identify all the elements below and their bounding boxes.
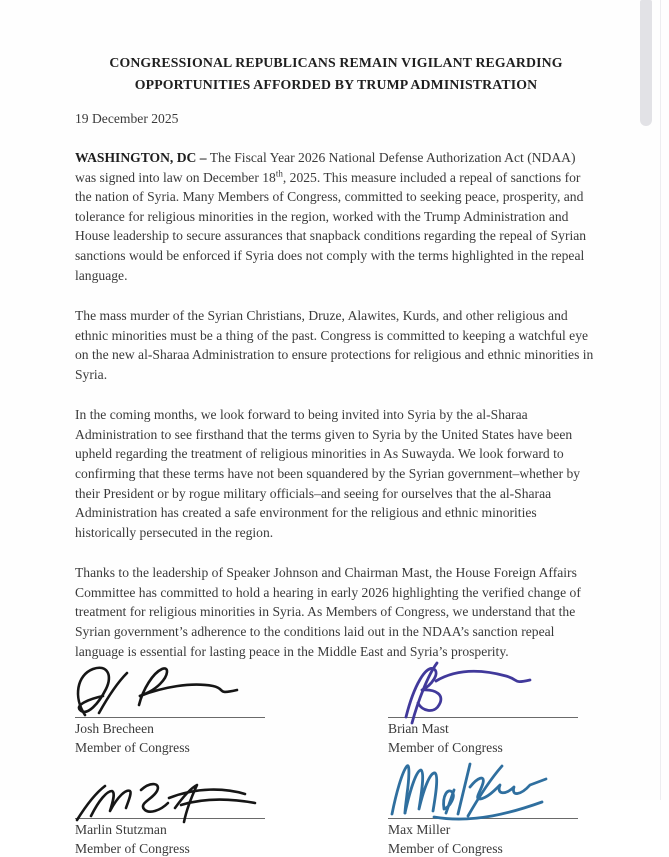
paragraph-1-text-cont: , 2025. This measure included a repeal of sanctions for the nation of Syria. Many Members of Congress, committed to seeking peace, prosperity, and tolerance for religious minorities in the region, worked with the Trump Administration and House leadership to secure assurances that snapback conditions regarding the repeal of Syrian sanctions would be enforced if Syria does not comply with the terms highlighted in the repeal language. [75, 169, 587, 283]
signatory-title: Member of Congress [75, 740, 190, 756]
signature-marlin-stutzman-icon [69, 772, 269, 828]
signatory-name: Max Miller [388, 822, 451, 838]
signature-josh-brecheen-icon [69, 661, 269, 727]
signature-block-max-miller [388, 766, 578, 857]
letter-title-line-2: OPPORTUNITIES AFFORDED BY TRUMP ADMINISTRATION [134, 77, 538, 93]
paragraph-1-text: The Fiscal Year 2026 National Defense Authorization Act (NDAA) was signed into law on December 18 [75, 150, 576, 185]
signature-block-josh-brecheen [75, 665, 265, 756]
signature-brian-mast-icon [382, 657, 582, 727]
signature-block-brian-mast [388, 665, 578, 756]
letter-title-line-1: CONGRESSIONAL REPUBLICANS REMAIN VIGILANT REGARDING [109, 55, 563, 70]
signatory-name: Josh Brecheen [75, 721, 154, 737]
signature-grid [75, 665, 597, 857]
dateline-bold: WASHINGTON, DC – [75, 150, 207, 166]
signature-max-miller-icon [382, 758, 582, 828]
signatory-title: Member of Congress [75, 841, 190, 857]
paragraph-2: The mass murder of the Syrian Christians, Druze, Alawites, Kurds, and other religious and ethnic minorities must be a thing of the past. Congress is committed to keeping a watchful eye on the new al-Sharaa Administration to ensure protections for religious and ethnic minorities in Syria. [75, 308, 594, 382]
paragraph-1-ordinal-suffix: th [275, 168, 283, 179]
signatory-name: Marlin Stutzman [75, 822, 167, 838]
letter-page [75, 52, 597, 857]
panel-edge-divider [660, 0, 661, 800]
paragraph-1 [75, 148, 597, 285]
letter-title [75, 52, 597, 96]
scrollbar-thumb[interactable] [640, 0, 652, 126]
signatory-title: Member of Congress [388, 740, 503, 756]
paragraph-4: Thanks to the leadership of Speaker Johnson and Chairman Mast, the House Foreign Affairs Committee has committed to hold a hearing in early 2026 highlighting the verified change of treatment for religious minorities in Syria. As Members of Congress, we understand that the Syrian government’s adherence to the conditions laid out in the NDAA’s sanction repeal language is essential for lasting peace in the Middle East and Syria’s prosperity. [75, 565, 581, 659]
signatory-name: Brian Mast [388, 721, 449, 737]
letter-date: 19 December 2025 [75, 111, 179, 127]
paragraph-3: In the coming months, we look forward to being invited into Syria by the al-Sharaa Administration to see firsthand that the terms given to Syria by the United States have been upheld regarding the treatment of religious minorities in As Suwayda. We look forward to confirming that these terms have not been squandered by the Syrian government–whether by their President or by rogue military officials–and seeing for ourselves that the al-Sharaa Administration has created a safe environment for the religious and ethnic minorities historically persecuted in the region. [75, 407, 581, 540]
signatory-title: Member of Congress [388, 841, 503, 857]
signature-block-marlin-stutzman [75, 766, 265, 857]
